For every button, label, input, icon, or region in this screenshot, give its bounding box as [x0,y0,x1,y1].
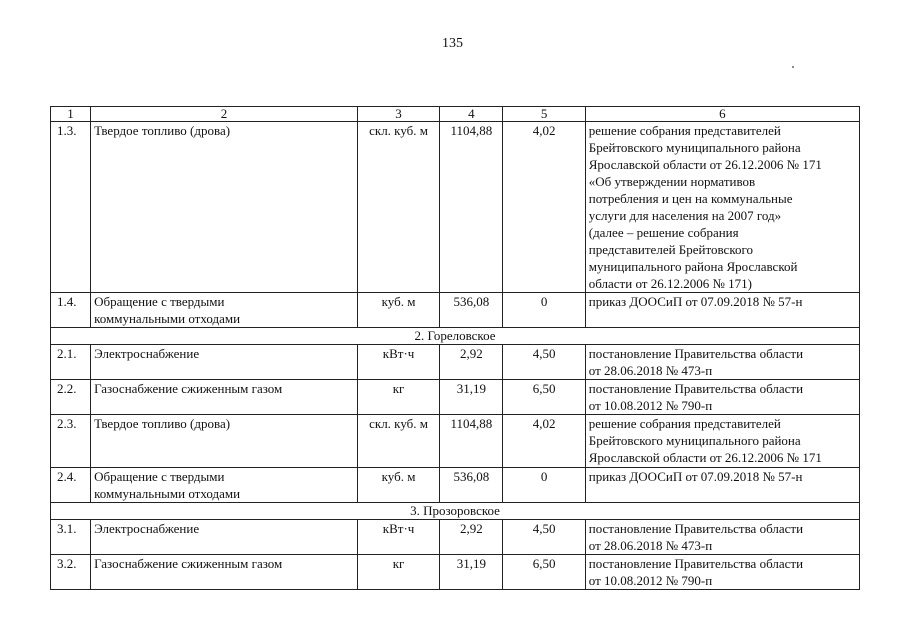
unit: кг [357,380,439,415]
service-name: Твердое топливо (дрова) [91,415,358,468]
table-header-row [51,107,860,122]
unit: куб. м [357,293,439,328]
norm-value: 2,92 [440,345,503,380]
row-number: 3.1. [51,520,91,555]
row-number: 1.3. [51,122,91,293]
row-number: 2.3. [51,415,91,468]
service-name: Газоснабжение сжиженным газом [91,555,358,590]
table-row [51,122,860,293]
service-name: Электроснабжение [91,520,358,555]
price-value: 0 [503,293,585,328]
table-row [51,345,860,380]
legal-basis: решение собрания представителей Брейтовского муниципального района Ярославской области от 26.12.2006 № 171 [585,415,859,468]
norm-value: 536,08 [440,468,503,503]
table-row [51,415,860,468]
table-row [51,520,860,555]
header-cell: 5 [503,107,585,122]
norm-value: 536,08 [440,293,503,328]
legal-basis: постановление Правительства области от 10.08.2012 № 790-п [585,380,859,415]
legal-basis: приказ ДООСиП от 07.09.2018 № 57-н [585,293,859,328]
table-row [51,293,860,328]
row-number: 3.2. [51,555,91,590]
header-cell: 2 [91,107,358,122]
unit: кВт·ч [357,520,439,555]
row-number: 2.2. [51,380,91,415]
row-number: 1.4. [51,293,91,328]
header-cell: 6 [585,107,859,122]
service-name: Газоснабжение сжиженным газом [91,380,358,415]
scan-speck [792,66,794,68]
price-value: 4,02 [503,122,585,293]
page-number: 135 [442,36,463,51]
service-name: Твердое топливо (дрова) [91,122,358,293]
row-number: 2.4. [51,468,91,503]
table-row [51,555,860,590]
unit: кг [357,555,439,590]
unit: куб. м [357,468,439,503]
service-name: Обращение с твердыми коммунальными отходами [91,468,358,503]
header-cell: 4 [440,107,503,122]
section-title: 3. Прозоровское [51,503,860,520]
legal-basis: приказ ДООСиП от 07.09.2018 № 57-н [585,468,859,503]
section-row [51,503,860,520]
price-value: 6,50 [503,555,585,590]
legal-basis: постановление Правительства области от 10.08.2012 № 790-п [585,555,859,590]
price-value: 6,50 [503,380,585,415]
norm-value: 1104,88 [440,415,503,468]
table-row [51,468,860,503]
price-value: 0 [503,468,585,503]
section-title: 2. Гореловское [51,328,860,345]
service-name: Обращение с твердыми коммунальными отходами [91,293,358,328]
unit: скл. куб. м [357,415,439,468]
unit: скл. куб. м [357,122,439,293]
norm-value: 31,19 [440,380,503,415]
table-row [51,380,860,415]
unit: кВт·ч [357,345,439,380]
service-name: Электроснабжение [91,345,358,380]
legal-basis: постановление Правительства области от 28.06.2018 № 473-п [585,520,859,555]
row-number: 2.1. [51,345,91,380]
price-value: 4,02 [503,415,585,468]
tariff-table [50,106,860,590]
norm-value: 1104,88 [440,122,503,293]
legal-basis: решение собрания представителей Брейтовского муниципального района Ярославской области от 26.12.2006 № 171 «Об утверждении нормативов потребления и цен на коммунальные услуги для населения на 2007 год» (далее – решение собрания представителей Брейтовского муниципального района Ярославской области от 26.12.2006 № 171) [585,122,859,293]
norm-value: 31,19 [440,555,503,590]
header-cell: 1 [51,107,91,122]
header-cell: 3 [357,107,439,122]
legal-basis: постановление Правительства области от 28.06.2018 № 473-п [585,345,859,380]
price-value: 4,50 [503,520,585,555]
section-row [51,328,860,345]
norm-value: 2,92 [440,520,503,555]
price-value: 4,50 [503,345,585,380]
